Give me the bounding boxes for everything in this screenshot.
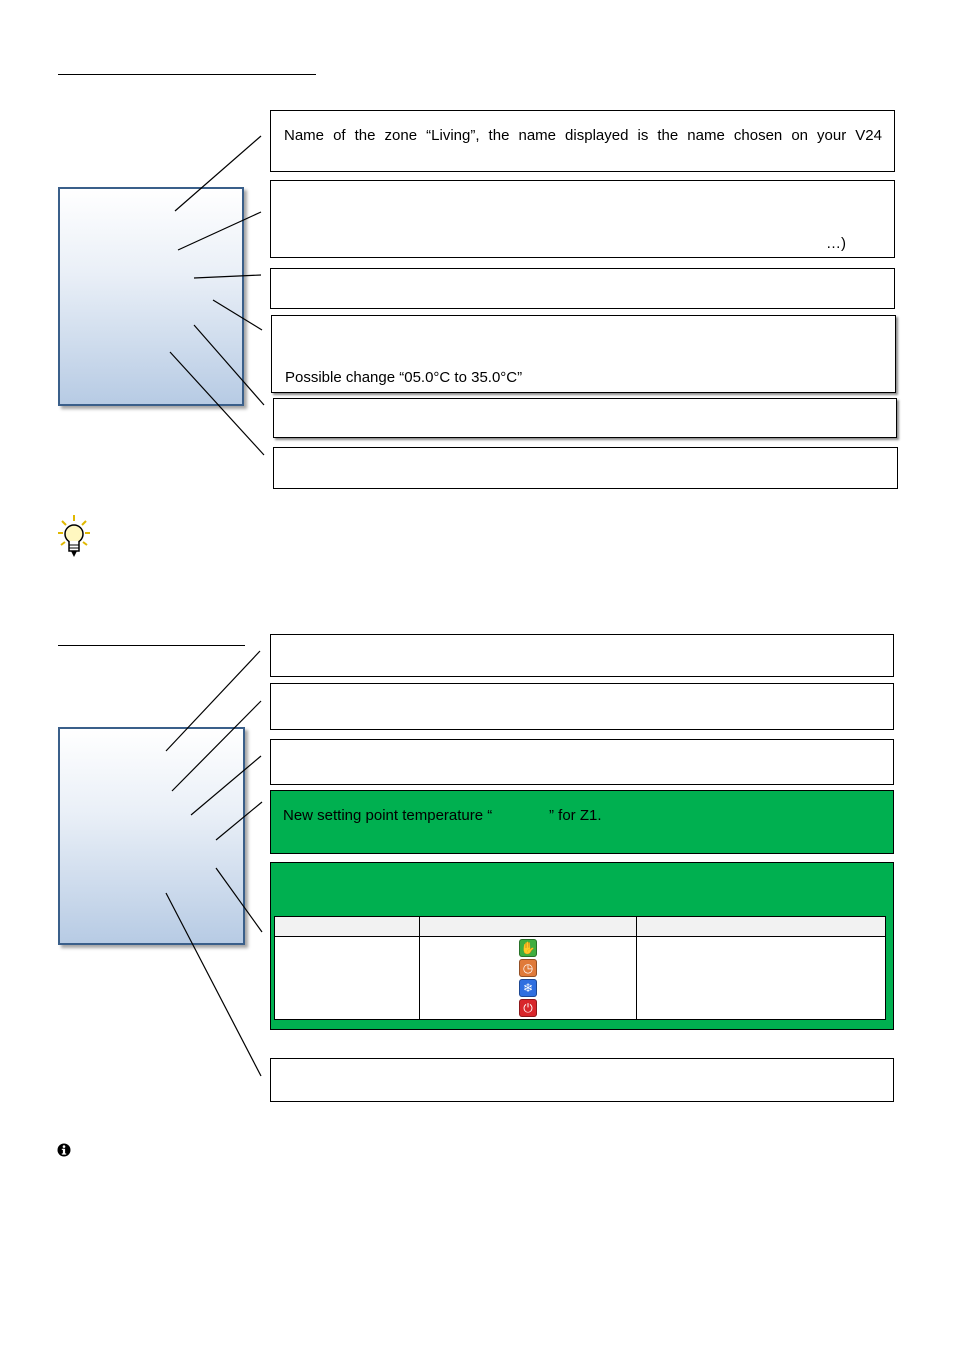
zone-name-text: Name of the zone “Living”, the name displayed is the name chosen on your V24 bbox=[284, 127, 882, 144]
leader-line-2 bbox=[178, 212, 261, 250]
leader-line-9 bbox=[191, 756, 261, 815]
new-setpoint-suffix-text: ” for Z1. bbox=[549, 807, 602, 824]
leader-line-11 bbox=[216, 868, 262, 932]
manual-mode-icon: ✋ bbox=[520, 941, 536, 955]
zone-list-end-text: …) bbox=[826, 235, 846, 252]
timer-mode-icon: ◷ bbox=[519, 959, 537, 977]
leader-line-12 bbox=[166, 893, 261, 1076]
leader-line-4 bbox=[213, 300, 262, 330]
leader-line-6 bbox=[170, 352, 264, 455]
new-setpoint-prefix-text: New setting point temperature “ bbox=[283, 807, 493, 824]
off-mode-icon: ⏻ bbox=[519, 999, 537, 1017]
leader-line-5 bbox=[194, 325, 264, 405]
leader-line-3 bbox=[194, 275, 261, 278]
frost-mode-icon: ❄ bbox=[519, 979, 537, 997]
leader-line-10 bbox=[216, 802, 262, 840]
possible-change-text: Possible change “05.0°C to 35.0°C” bbox=[285, 369, 523, 386]
leader-line-8 bbox=[172, 701, 261, 791]
leader-line-1 bbox=[175, 136, 261, 211]
leader-line-7 bbox=[166, 651, 260, 751]
